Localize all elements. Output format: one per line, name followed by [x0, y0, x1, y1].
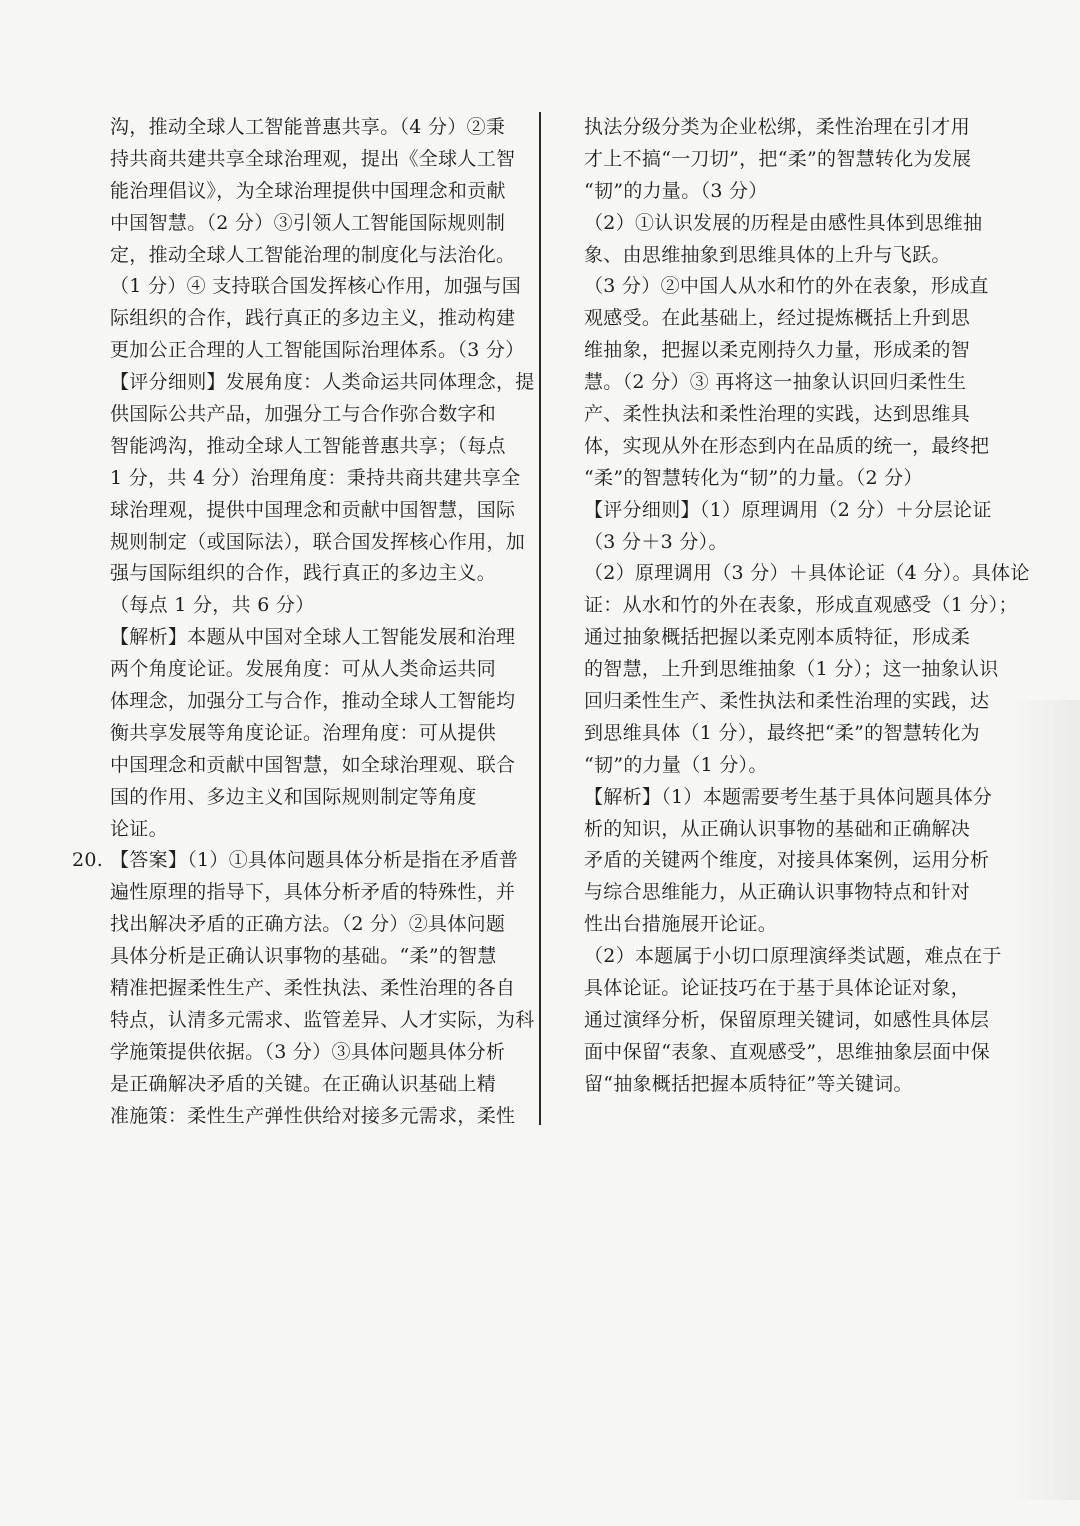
text-line: 面中保留“表象、直观感受”，思维抽象层面中保 — [584, 1040, 991, 1063]
text-line: 特点，认清多元需求、监管差异、人才实际，为科 — [110, 1008, 535, 1031]
text-line: 才上不搞“一刀切”，把“柔”的智慧转化为发展 — [584, 147, 972, 170]
text-line: （2）①认识发展的历程是由感性具体到思维抽 — [584, 211, 983, 234]
text-line: 产、柔性执法和柔性治理的实践，达到思维具 — [584, 403, 971, 426]
text-line: 【解析】（1）本题需要考生基于具体问题具体分 — [584, 785, 993, 808]
text-line: 【解析】本题从中国对全球人工智能发展和治理 — [110, 626, 516, 649]
text-line: 论证。 — [110, 817, 168, 840]
text-line: 留“抽象概括把握本质特征”等关键词。 — [584, 1072, 913, 1095]
text-line: 慧。（2 分）③ 再将这一抽象认识回归柔性生 — [584, 371, 967, 394]
text-line: 规则制定（或国际法），联合国发挥核心作用，加 — [110, 530, 526, 553]
text-line: 衡共享发展等角度论证。治理角度：可从提供 — [110, 721, 497, 744]
text-line: （2）本题属于小切口原理演绎类试题，难点在于 — [584, 945, 1002, 968]
question-number: 20. — [72, 849, 104, 872]
text-line: 具体分析是正确认识事物的基础。“柔”的智慧 — [110, 945, 497, 968]
text-line: 中国智慧。（2 分）③引领人工智能国际规则制 — [110, 211, 506, 234]
text-line: 执法分级分类为企业松绑，柔性治理在引才用 — [584, 116, 971, 138]
right-column — [584, 112, 1030, 1101]
text-line: 更加公正合理的人工智能国际治理体系。（3 分） — [110, 339, 525, 362]
text-line: （每点 1 分，共 6 分） — [110, 594, 315, 617]
text-line: 象、由思维抽象到思维具体的上升与飞跃。 — [584, 243, 951, 266]
text-line: 持共商共建共享全球治理观，提出《全球人工智 — [110, 147, 516, 170]
column-divider — [539, 112, 541, 1125]
text-line: 是正确解决矛盾的关键。在正确认识基础上精 — [110, 1072, 497, 1095]
text-line: 【评分细则】（1）原理调用（2 分）＋分层论证 — [584, 498, 992, 521]
question-20-first-line — [72, 845, 530, 877]
text-line: 强与国际组织的合作，践行真正的多边主义。 — [110, 562, 497, 585]
text-line: 与综合思维能力，从正确认识事物特点和针对 — [584, 881, 971, 904]
text-line: 定，推动全球人工智能治理的制度化与法治化。 — [110, 243, 516, 266]
text-line: 到思维具体（1 分），最终把“柔”的智慧转化为 — [584, 721, 980, 744]
text-line: 的智慧，上升到思维抽象（1 分）；这一抽象认识 — [584, 658, 999, 681]
text-line: 1 分，共 4 分）治理角度：秉持共商共建共享全 — [110, 466, 521, 489]
text-line: “柔”的智慧转化为“韧”的力量。（2 分） — [584, 466, 923, 489]
text-line: 找出解决矛盾的正确方法。（2 分）②具体问题 — [110, 913, 506, 936]
text-line: 学施策提供依据。（3 分）③具体问题具体分析 — [110, 1040, 506, 1063]
text-line: 中国理念和贡献中国智慧，如全球治理观、联合 — [110, 753, 516, 776]
text-line: 析的知识，从正确认识事物的基础和正确解决 — [584, 817, 971, 840]
text-line: 证：从水和竹的外在表象，形成直观感受（1 分）； — [584, 594, 1018, 617]
text-line: 通过演绎分析，保留原理关键词，如感性具体层 — [584, 1008, 990, 1031]
text-line: 能治理倡议》，为全球治理提供中国理念和贡献 — [110, 179, 506, 202]
text-line: 沟，推动全球人工智能普惠共享。（4 分）②秉 — [110, 116, 506, 138]
text-line: 矛盾的关键两个维度，对接具体案例，运用分析 — [584, 849, 990, 872]
text-line: 通过抽象概括把握以柔克刚本质特征，形成柔 — [584, 626, 971, 649]
left-column — [72, 112, 535, 1133]
text-line: 国的作用、多边主义和国际规则制定等角度 — [110, 785, 477, 808]
scan-shadow — [1010, 700, 1080, 1500]
text-line: （1 分）④ 支持联合国发挥核心作用，加强与国 — [110, 275, 522, 298]
text-line: 体理念，加强分工与合作，推动全球人工智能均 — [110, 690, 516, 713]
text-line: 【答案】（1）①具体问题具体分析是指在矛盾普 — [110, 849, 519, 872]
text-line: （3 分）②中国人从水和竹的外在表象，形成直 — [584, 275, 989, 298]
text-line: （2）原理调用（3 分）＋具体论证（4 分）。具体论 — [584, 562, 1030, 585]
text-line: 两个角度论证。发展角度：可从人类命运共同 — [110, 658, 497, 681]
text-line: 供国际公共产品，加强分工与合作弥合数字和 — [110, 403, 497, 426]
text-line: 准施策：柔性生产弹性供给对接多元需求，柔性 — [110, 1104, 516, 1127]
text-line: 回归柔性生产、柔性执法和柔性治理的实践，达 — [584, 690, 990, 713]
text-line: （3 分＋3 分）。 — [584, 530, 728, 553]
text-line: 性出台措施展开论证。 — [584, 913, 778, 936]
text-line: “韧”的力量（1 分）。 — [584, 753, 768, 776]
text-line: 球治理观，提供中国理念和贡献中国智慧，国际 — [110, 498, 516, 521]
text-line: “韧”的力量。（3 分） — [584, 179, 768, 202]
text-line: 智能鸿沟，推动全球人工智能普惠共享；（每点 — [110, 434, 506, 457]
text-line: 具体论证。论证技巧在于基于具体论证对象， — [584, 977, 971, 1000]
text-line: 【评分细则】发展角度：人类命运共同体理念，提 — [110, 371, 535, 394]
text-line: 精准把握柔性生产、柔性执法、柔性治理的各自 — [110, 977, 516, 1000]
text-line: 体，实现从外在形态到内在品质的统一，最终把 — [584, 434, 990, 457]
text-line: 际组织的合作，践行真正的多边主义，推动构建 — [110, 307, 516, 330]
text-line: 遍性原理的指导下，具体分析矛盾的特殊性，并 — [110, 881, 516, 904]
text-line: 观感受。在此基础上，经过提炼概括上升到思 — [584, 307, 971, 330]
text-line: 维抽象，把握以柔克刚持久力量，形成柔的智 — [584, 339, 971, 362]
